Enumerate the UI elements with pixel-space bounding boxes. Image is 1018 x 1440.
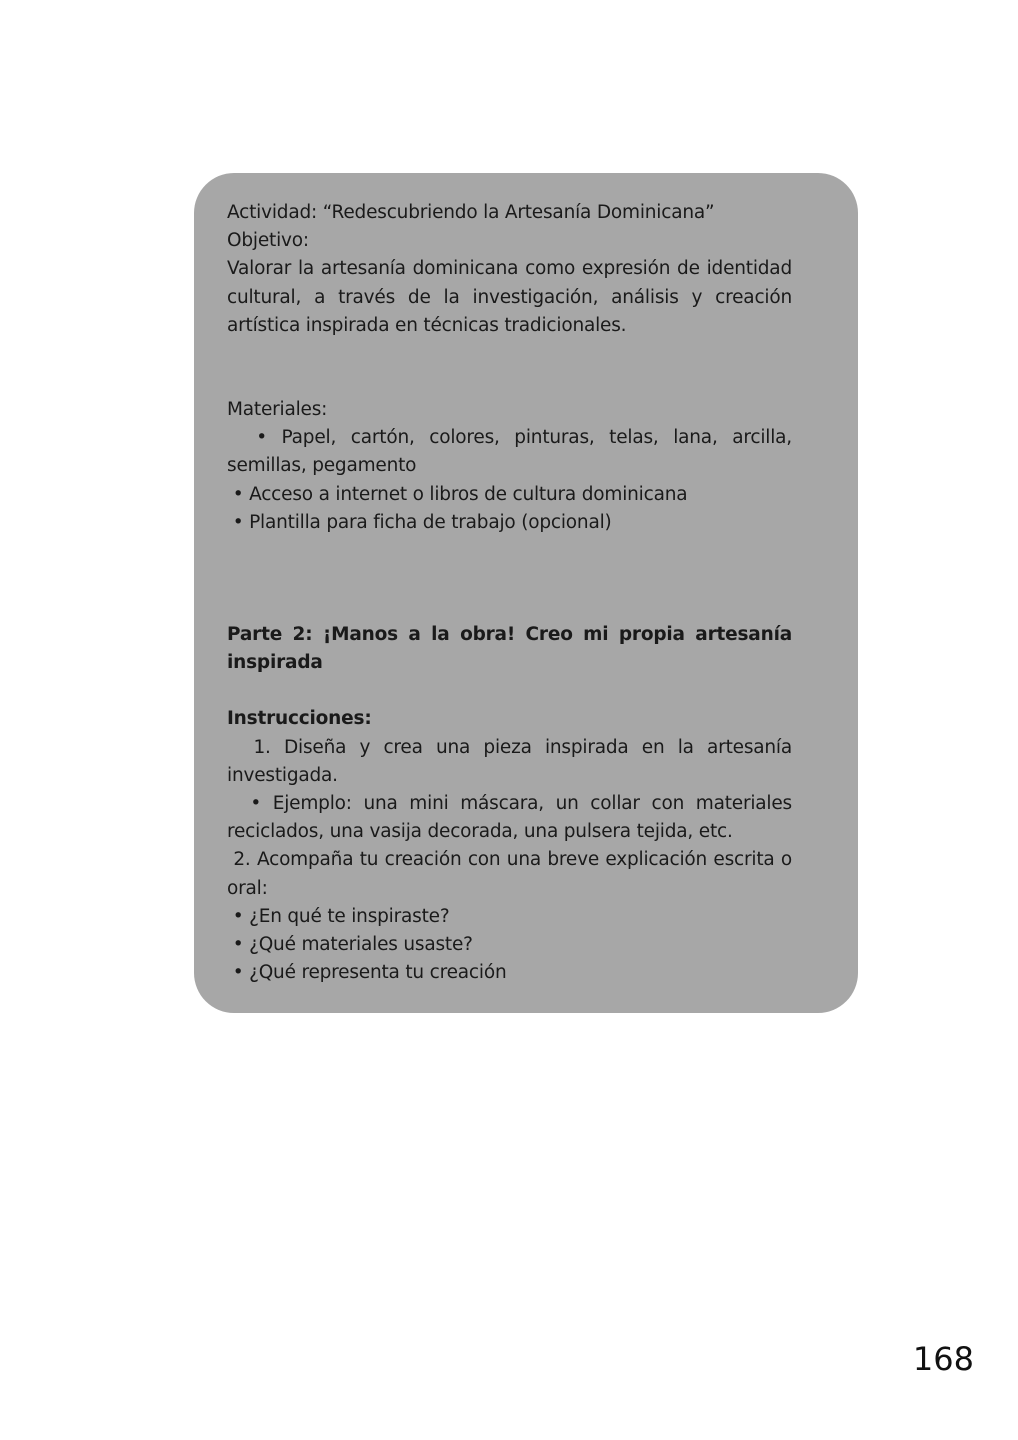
instruction-item: 1. Diseña y crea una pieza inspirada en la artesanía investigada. [227, 736, 798, 786]
instructions-label: Instrucciones: [227, 708, 372, 730]
instruction-item: • Ejemplo: una mini máscara, un collar con materiales reciclados, una vasija decorada, una pulsera tejida, etc. [227, 793, 798, 843]
objective-label: Objetivo: [227, 230, 309, 252]
part-title: Parte 2: ¡Manos a la obra! Creo mi propia artesanía inspirada [227, 624, 792, 674]
activity-card [194, 173, 858, 1013]
instruction-item: • ¿Qué materiales usaste? [227, 934, 473, 956]
instruction-item: • ¿Qué representa tu creación [227, 962, 507, 984]
materials-item: • Plantilla para ficha de trabajo (opcional) [227, 511, 612, 533]
objective-text: Valorar la artesanía dominicana como expresión de identidad cultural, a través de la investigación, análisis y creación artística inspirada en técnicas tradicionales. [227, 258, 792, 336]
page-number: 168 [912, 1340, 974, 1378]
activity-title: Actividad: “Redescubriendo la Artesanía Dominicana” [227, 202, 715, 223]
materials-item: • Acceso a internet o libros de cultura dominicana [227, 483, 688, 505]
instruction-item: • ¿En qué te inspiraste? [227, 905, 450, 927]
materials-label: Materiales: [227, 399, 328, 421]
spacer [227, 677, 792, 705]
instruction-item: 2. Acompaña tu creación con una breve explicación escrita o oral: [227, 849, 798, 899]
materials-item: • Papel, cartón, colores, pinturas, telas, lana, arcilla, semillas, pegamento [227, 427, 798, 477]
spacer [227, 340, 792, 396]
spacer [227, 537, 792, 621]
